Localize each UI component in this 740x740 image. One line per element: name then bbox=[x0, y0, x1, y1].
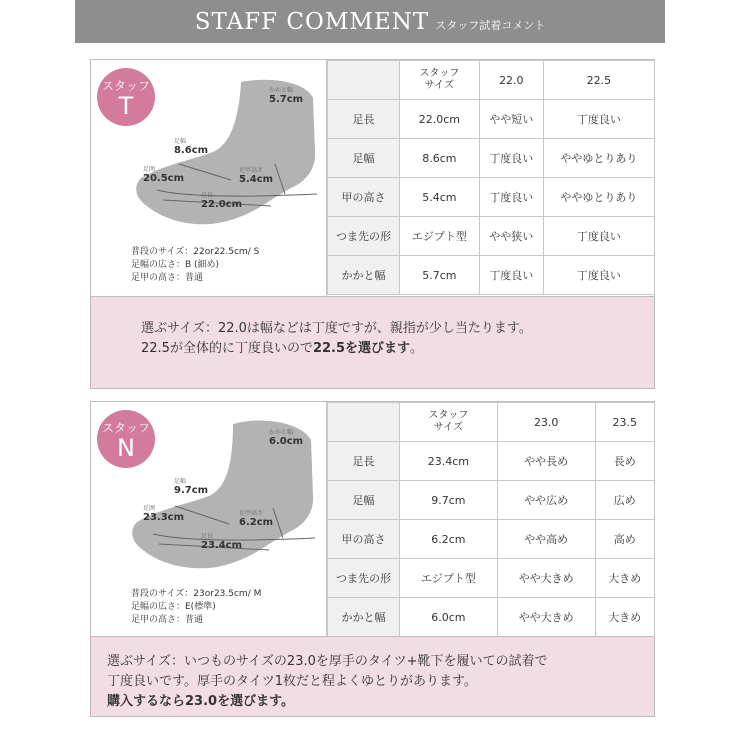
staff-t-comment bbox=[91, 296, 654, 388]
staff-value: 8.6cm bbox=[400, 139, 480, 178]
comment-line: 選ぶサイズ：22.0は幅などは丁度ですが、親指が少し当たります。 bbox=[141, 321, 532, 336]
badge-letter: T bbox=[118, 92, 134, 120]
foot-width-note: 足幅の広さ：E(標準) bbox=[131, 602, 216, 612]
staff-value: 22.0cm bbox=[400, 100, 480, 139]
heel-width-label: かかと幅 5.7cm bbox=[269, 87, 304, 105]
table-row bbox=[328, 520, 655, 559]
badge-letter: N bbox=[117, 434, 135, 462]
staff-value: 5.4cm bbox=[400, 178, 480, 217]
size-b-value: 大きめ bbox=[595, 598, 654, 637]
staff-comment-header bbox=[75, 0, 665, 43]
instep-label: 足甲高さ 6.2cm bbox=[239, 510, 274, 528]
table-row bbox=[328, 178, 655, 217]
table-row bbox=[328, 559, 655, 598]
table-header-row bbox=[328, 61, 655, 100]
table-row bbox=[328, 217, 655, 256]
instep-note: 足甲の高さ：普通 bbox=[131, 615, 204, 625]
table-corner bbox=[328, 403, 400, 442]
size-b-value: 丁度良い bbox=[543, 217, 654, 256]
staff-t-section bbox=[90, 59, 655, 389]
staff-n-badge bbox=[97, 410, 155, 468]
size-a-value: 丁度良い bbox=[479, 178, 543, 217]
instep-label: 足甲高さ 5.4cm bbox=[239, 167, 274, 185]
size-b-value: 長め bbox=[595, 442, 654, 481]
staff-value: 23.4cm bbox=[400, 442, 498, 481]
foot-width-label: 足幅 8.6cm bbox=[174, 138, 209, 156]
size-b-value: ややゆとりあり bbox=[543, 178, 654, 217]
size-b-value: 丁度良い bbox=[543, 256, 654, 295]
table-row bbox=[328, 481, 655, 520]
badge-label: スタッフ bbox=[101, 79, 150, 93]
row-label: 甲の高さ bbox=[328, 178, 400, 217]
size-a-value: やや長め bbox=[497, 442, 595, 481]
size-b-header: 23.5 bbox=[595, 403, 654, 442]
size-a-value: やや狭い bbox=[479, 217, 543, 256]
table-corner bbox=[328, 61, 400, 100]
size-a-value: やや短い bbox=[479, 100, 543, 139]
row-label: 足幅 bbox=[328, 481, 400, 520]
badge-label: スタッフ bbox=[101, 421, 150, 435]
staff-n-section bbox=[90, 401, 655, 717]
staff-value: 5.7cm bbox=[400, 256, 480, 295]
size-b-value: 広め bbox=[595, 481, 654, 520]
staff-t-notes bbox=[131, 246, 259, 285]
size-a-value: やや大きめ bbox=[497, 598, 595, 637]
size-b-value: 高め bbox=[595, 520, 654, 559]
staff-value: エジプト型 bbox=[400, 217, 480, 256]
table-row bbox=[328, 598, 655, 637]
instep-note: 足甲の高さ：普通 bbox=[131, 273, 204, 283]
staff-n-notes bbox=[131, 588, 261, 627]
staff-n-size-table bbox=[327, 402, 655, 637]
header-title-jp: スタッフ試着コメント bbox=[435, 18, 546, 32]
foot-width-note: 足幅の広さ：B (細め) bbox=[131, 260, 220, 270]
foot-circ-label: 足囲 23.3cm bbox=[143, 505, 185, 523]
size-a-value: 丁度良い bbox=[479, 256, 543, 295]
table-header-row bbox=[328, 403, 655, 442]
size-a-value: やや広め bbox=[497, 481, 595, 520]
usual-size-note: 普段のサイズ：22or22.5cm/ S bbox=[131, 247, 260, 257]
row-label: つま先の形 bbox=[328, 559, 400, 598]
table-row bbox=[328, 139, 655, 178]
size-b-value: 丁度良い bbox=[543, 100, 654, 139]
row-label: つま先の形 bbox=[328, 217, 400, 256]
table-row bbox=[328, 100, 655, 139]
size-a-header: 22.0 bbox=[479, 61, 543, 100]
foot-length-label: 足長 22.0cm bbox=[201, 192, 243, 210]
staff-t-size-table bbox=[327, 60, 655, 295]
comment-line: 丁度良いです。厚手のタイツ1枚だと程よくゆとりがあります。 bbox=[107, 674, 477, 689]
size-b-value: ややゆとりあり bbox=[543, 139, 654, 178]
usual-size-note: 普段のサイズ：23or23.5cm/ M bbox=[131, 589, 262, 599]
size-a-value: やや大きめ bbox=[497, 559, 595, 598]
row-label: 足長 bbox=[328, 442, 400, 481]
row-label: かかと幅 bbox=[328, 256, 400, 295]
row-label: 足長 bbox=[328, 100, 400, 139]
comment-line: 22.5が全体的に丁度良いので22.5を選びます。 bbox=[141, 341, 424, 356]
staff-t-badge bbox=[97, 68, 155, 126]
staff-value: 9.7cm bbox=[400, 481, 498, 520]
staff-value: 6.0cm bbox=[400, 598, 498, 637]
header-title-en: STAFF COMMENT bbox=[194, 8, 430, 35]
comment-line: 購入するなら23.0を選びます。 bbox=[107, 694, 295, 709]
size-a-header: 23.0 bbox=[497, 403, 595, 442]
foot-circ-label: 足囲 20.5cm bbox=[143, 166, 185, 184]
staff-value: エジプト型 bbox=[400, 559, 498, 598]
row-label: 甲の高さ bbox=[328, 520, 400, 559]
foot-length-label: 足長 23.4cm bbox=[201, 533, 243, 551]
size-b-value: 大きめ bbox=[595, 559, 654, 598]
row-label: 足幅 bbox=[328, 139, 400, 178]
staff-n-comment bbox=[91, 636, 654, 716]
size-a-value: やや高め bbox=[497, 520, 595, 559]
foot-width-label: 足幅 9.7cm bbox=[174, 478, 209, 496]
size-a-value: 丁度良い bbox=[479, 139, 543, 178]
heel-width-label: かかと幅 6.0cm bbox=[269, 429, 304, 447]
table-row bbox=[328, 256, 655, 295]
size-b-header: 22.5 bbox=[543, 61, 654, 100]
staff-size-header: スタッフ サイズ bbox=[400, 403, 498, 442]
staff-value: 6.2cm bbox=[400, 520, 498, 559]
staff-size-header: スタッフ サイズ bbox=[400, 61, 480, 100]
comment-line: 選ぶサイズ：いつものサイズの23.0を厚手のタイツ+靴下を履いての試着で bbox=[107, 654, 548, 669]
table-row bbox=[328, 442, 655, 481]
row-label: かかと幅 bbox=[328, 598, 400, 637]
